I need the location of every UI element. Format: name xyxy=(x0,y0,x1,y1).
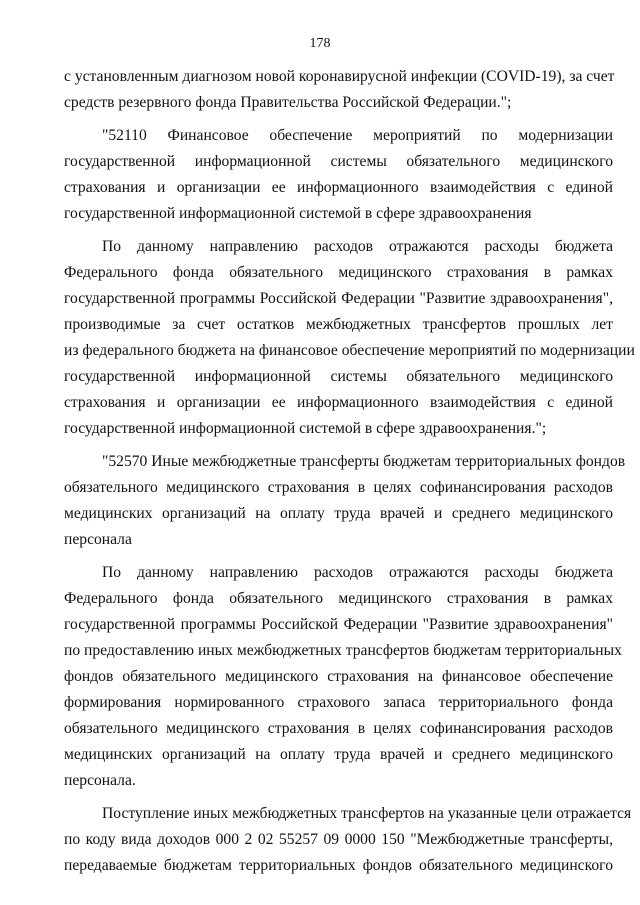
text-line: Федерального фонда обязательного медицинского страхования в рамках xyxy=(64,590,613,607)
text-line: страхования и организации ее информационного взаимодействия с единой xyxy=(64,394,613,411)
page-number: 178 xyxy=(309,36,331,51)
paragraph-description-52110 xyxy=(64,234,635,442)
paragraph-continuation xyxy=(64,64,613,116)
paragraph-revenue-code xyxy=(64,801,632,879)
text-line: фондов обязательного медицинского страхования на финансовое обеспечение xyxy=(64,668,613,685)
text-line: Федерального фонда обязательного медицинского страхования в рамках xyxy=(64,264,613,281)
text-line: из федерального бюджета на финансовое обеспечение мероприятий по модернизации xyxy=(64,342,635,359)
text-line: государственной информационной системой в сфере здравоохранения."; xyxy=(64,420,547,437)
text-line: Поступление иных межбюджетных трансфертов на указанные цели отражается xyxy=(102,805,632,822)
text-line: государственной программы Российской Федерации "Развитие здравоохранения" xyxy=(64,616,613,633)
text-line: персонала. xyxy=(64,772,136,789)
text-line: страхования и организации ее информационного взаимодействия с единой xyxy=(64,179,613,196)
paragraph-description-52570 xyxy=(64,560,622,794)
paragraph-heading-52570 xyxy=(64,449,626,553)
text-line: По данному направлению расходов отражаются расходы бюджета xyxy=(102,238,613,255)
text-line: с установленным диагнозом новой коронавирусной инфекции (COVID-19), за счет xyxy=(64,68,615,85)
text-line: "52570 Иные межбюджетные трансферты бюджетам территориальных фондов xyxy=(102,453,626,470)
text-line: медицинских организаций на оплату труда врачей и среднего медицинского xyxy=(64,746,613,763)
text-line: передаваемые бюджетам территориальных фондов обязательного медицинского xyxy=(64,857,613,874)
text-line: по коду вида доходов 000 2 02 55257 09 0000 150 "Межбюджетные трансферты, xyxy=(64,831,613,848)
text-line: медицинских организаций на оплату труда врачей и среднего медицинского xyxy=(64,505,613,522)
text-line: средств резервного фонда Правительства Российской Федерации."; xyxy=(64,94,512,111)
text-line: по предоставлению иных межбюджетных трансфертов бюджетам территориальных xyxy=(64,642,622,659)
text-line: производимые за счет остатков межбюджетных трансфертов прошлых лет xyxy=(64,316,613,333)
text-line: государственной информационной системы обязательного медицинского xyxy=(64,153,613,170)
text-line: персонала xyxy=(64,531,132,548)
text-line: обязательного медицинского страхования в целях софинансирования расходов xyxy=(64,479,613,496)
text-line: обязательного медицинского страхования в целях софинансирования расходов xyxy=(64,720,613,737)
text-line: "52110 Финансовое обеспечение мероприятий по модернизации xyxy=(102,127,613,144)
text-line: государственной программы Российской Федерации "Развитие здравоохранения", xyxy=(64,290,613,307)
text-line: государственной информационной системы обязательного медицинского xyxy=(64,368,613,385)
text-line: государственной информационной системой в сфере здравоохранения xyxy=(64,205,532,222)
document-body xyxy=(64,64,635,879)
text-line: формирования нормированного страхового запаса территориального фонда xyxy=(64,694,613,711)
paragraph-heading-52110 xyxy=(64,123,613,227)
text-line: По данному направлению расходов отражаются расходы бюджета xyxy=(102,564,613,581)
